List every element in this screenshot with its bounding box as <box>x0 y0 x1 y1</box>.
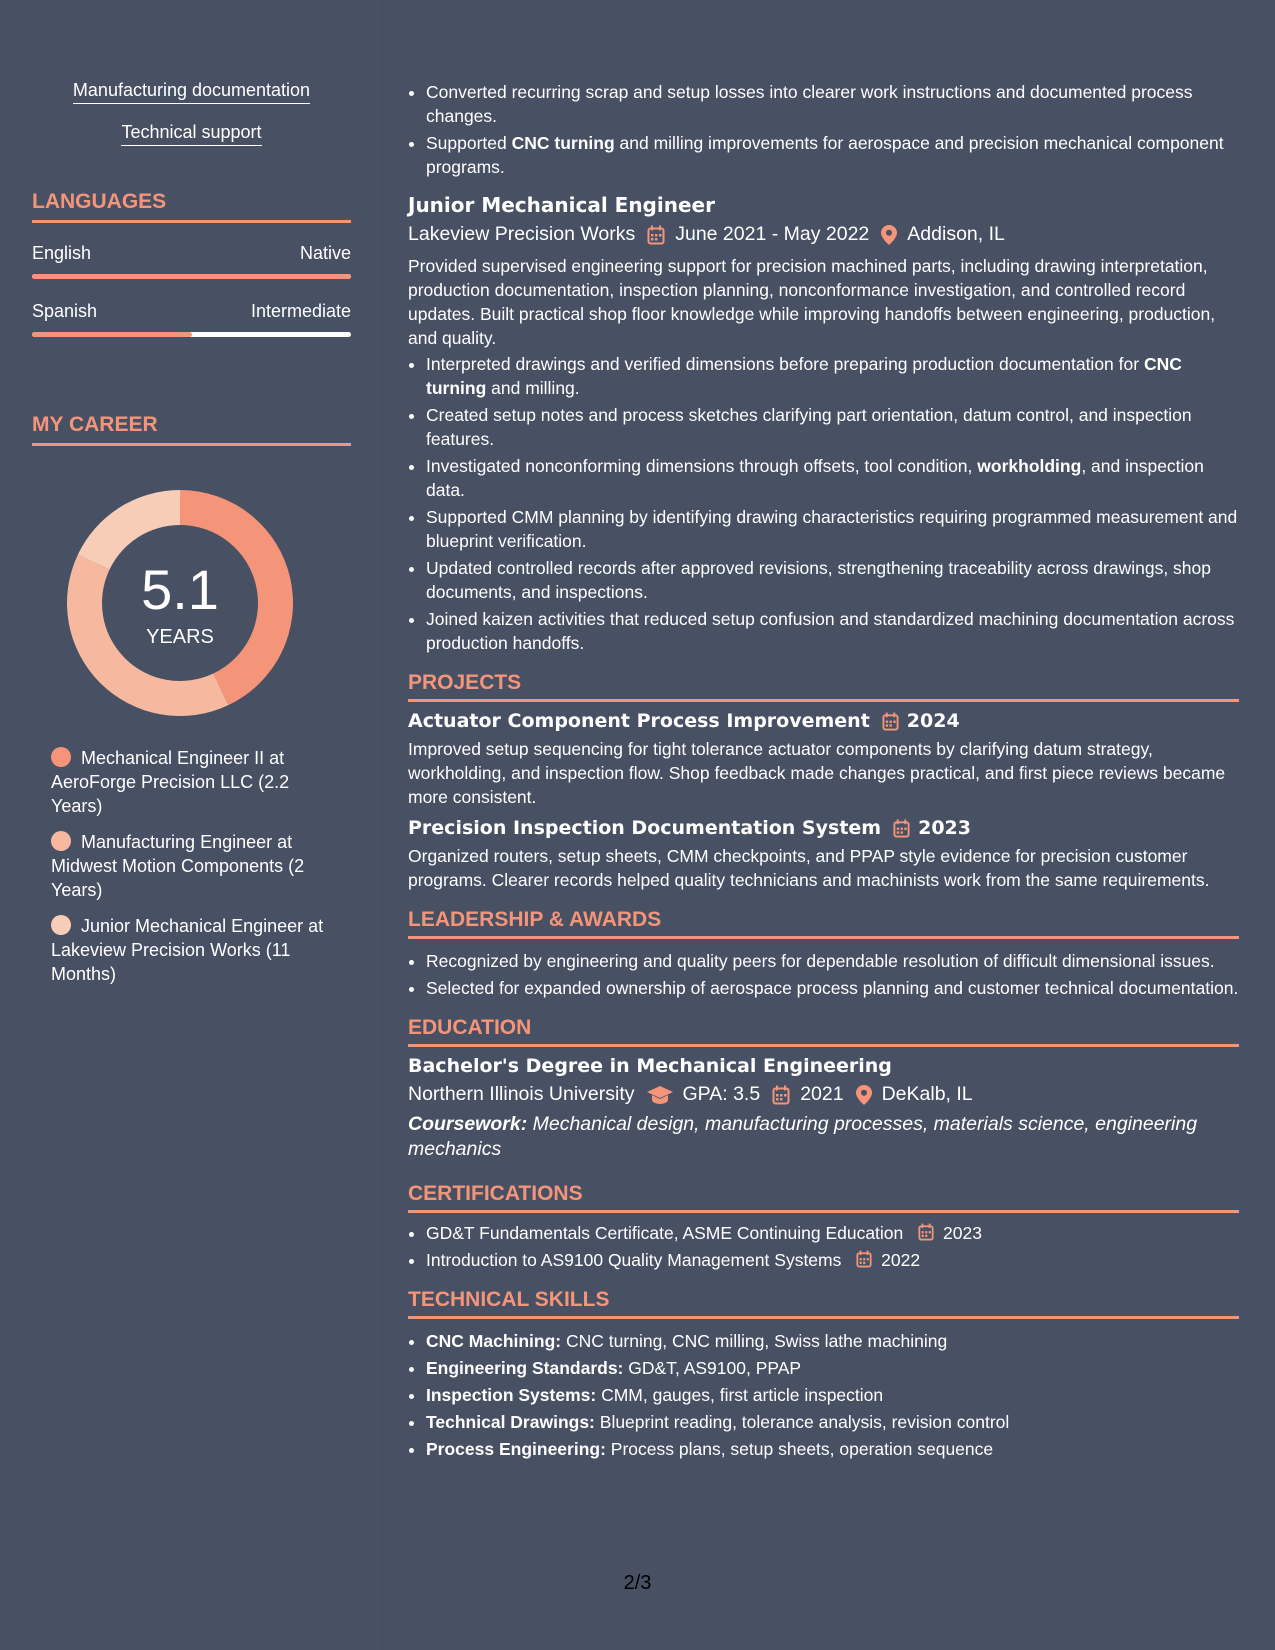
education-meta <box>408 1083 1239 1106</box>
certification-item <box>426 1248 1239 1272</box>
job-bullet: • Supported CMM planning by identifying drawing characteristics requiring programmed measurement and blueprint verification. <box>426 505 1239 553</box>
job-bullet: • Investigated nonconforming dimensions through offsets, tool condition, workholding, and inspection data. <box>426 454 1239 502</box>
job-dates: June 2021 - May 2022 <box>675 223 870 245</box>
certifications-heading: CERTIFICATIONS <box>408 1182 1239 1213</box>
languages-heading: LANGUAGES <box>32 190 351 223</box>
degree-title: Bachelor's Degree in Mechanical Engineering <box>408 1055 892 1077</box>
career-legend-label: Manufacturing Engineer at Midwest Motion Components (2 Years) <box>51 832 305 900</box>
job-company: Lakeview Precision Works <box>408 223 636 245</box>
sidebar <box>32 80 351 998</box>
calendar-icon <box>772 1085 790 1105</box>
language-level: Intermediate <box>250 301 351 321</box>
skill-value: GD&T, AS9100, PPAP <box>628 1358 802 1378</box>
certification-item <box>426 1221 1239 1245</box>
career-total-unit: YEARS <box>146 626 214 648</box>
coursework-label: Coursework: <box>408 1113 528 1135</box>
job-bullet: • Updated controlled records after approved revisions, strengthening traceability across drawings, shop documents, and inspections. <box>426 556 1239 604</box>
job-bullet: • Supported CNC turning and milling improvements for aerospace and precision mechanical component programs. <box>426 131 1239 179</box>
job-summary: Provided supervised engineering support for precision machined parts, including drawing interpretation, production documentation, inspection planning, nonconformance investigation, and controlled record updates. Built practical shop floor knowledge while improving handoffs between engineering, production, and quality. <box>408 256 1216 348</box>
graduation-year: 2021 <box>800 1083 844 1105</box>
project-description: Improved setup sequencing for tight tolerance actuator components by clarifying datum strategy, workholding, and inspection flow. Shop feedback made changes practical, and first piece reviews became more consistent. <box>408 739 1226 807</box>
skill-label: Engineering Standards: <box>426 1358 624 1378</box>
career-heading: MY CAREER <box>32 413 351 446</box>
job-meta <box>408 223 1239 246</box>
language-level-bar <box>32 274 351 279</box>
career-legend-item <box>51 746 341 818</box>
leadership-item: • Selected for expanded ownership of aerospace process planning and customer technical documentation. <box>426 976 1239 1000</box>
project-item <box>408 710 1239 809</box>
skill-item <box>426 1410 1239 1434</box>
column-divider <box>382 0 383 1650</box>
skill-value: Process plans, setup sheets, operation sequence <box>610 1439 994 1459</box>
calendar-icon <box>882 712 899 731</box>
language-item <box>32 301 351 337</box>
career-total-years: 5.1 <box>141 558 219 621</box>
career-legend-label: Mechanical Engineer II at AeroForge Precision LLC (2.2 Years) <box>51 748 290 816</box>
legend-dot <box>51 915 71 935</box>
skill-value: CNC turning, CNC milling, Swiss lathe machining <box>566 1331 948 1351</box>
coursework-text: Mechanical design, manufacturing processes, materials science, engineering mechanics <box>408 1113 1198 1160</box>
job-bullets <box>408 352 1239 655</box>
skill-item <box>426 1329 1239 1353</box>
career-legend-item <box>51 914 341 986</box>
certification-year: 2022 <box>881 1250 921 1270</box>
certification-name: Introduction to AS9100 Quality Management Systems <box>426 1250 842 1270</box>
language-name: Spanish <box>32 301 98 321</box>
location-pin-icon <box>881 225 897 245</box>
leadership-list <box>408 949 1239 1000</box>
project-year: 2024 <box>906 710 960 732</box>
certification-year: 2023 <box>943 1223 982 1243</box>
career-legend-item <box>51 830 341 902</box>
education-heading: EDUCATION <box>408 1016 1239 1047</box>
calendar-icon <box>893 819 910 838</box>
skill-item <box>426 1356 1239 1380</box>
school-location: DeKalb, IL <box>881 1083 973 1105</box>
language-name: English <box>32 243 92 263</box>
calendar-icon <box>856 1250 872 1268</box>
skill-value: Blueprint reading, tolerance analysis, revision control <box>599 1412 1010 1432</box>
legend-dot <box>51 831 71 851</box>
projects-heading: PROJECTS <box>408 671 1239 702</box>
language-level-bar <box>32 332 351 337</box>
location-pin-icon <box>856 1085 872 1105</box>
previous-job-bullets <box>408 80 1239 179</box>
gpa: GPA: 3.5 <box>682 1083 761 1105</box>
skill-label: CNC Machining: <box>426 1331 562 1351</box>
skill-item <box>426 1383 1239 1407</box>
graduation-cap-icon <box>647 1086 673 1104</box>
calendar-icon <box>647 225 665 245</box>
project-description: Organized routers, setup sheets, CMM checkpoints, and PPAP style evidence for precision customer programs. Clearer records helped quality technicians and machinists work from the same requirements. <box>408 846 1210 890</box>
language-list <box>32 243 351 337</box>
job-bullet: • Joined kaizen activities that reduced setup confusion and standardized machining documentation across production handoffs. <box>426 607 1239 655</box>
job-location: Addison, IL <box>907 223 1005 245</box>
link-technical-support[interactable]: Technical support <box>121 122 261 146</box>
job-title: Junior Mechanical Engineer <box>408 193 715 217</box>
job-bullet: • Converted recurring scrap and setup losses into clearer work instructions and documented process changes. <box>426 80 1239 128</box>
school-name: Northern Illinois University <box>408 1083 635 1105</box>
language-item <box>32 243 351 279</box>
language-level: Native <box>299 243 351 263</box>
link-manufacturing-documentation[interactable]: Manufacturing documentation <box>73 80 310 104</box>
project-year: 2023 <box>918 817 971 839</box>
career-donut-chart <box>65 488 295 718</box>
certification-name: GD&T Fundamentals Certificate, ASME Continuing Education <box>426 1223 904 1243</box>
project-item <box>408 817 1239 892</box>
leadership-item: • Recognized by engineering and quality peers for dependable resolution of difficult dimensional issues. <box>426 949 1239 973</box>
job-bullet: • Interpreted drawings and verified dimensions before preparing production documentation for CNC turning and milling. <box>426 352 1239 400</box>
skill-label: Technical Drawings: <box>426 1412 595 1432</box>
sidebar-links <box>32 80 351 164</box>
leadership-heading: LEADERSHIP & AWARDS <box>408 908 1239 939</box>
skill-label: Process Engineering: <box>426 1439 606 1459</box>
career-legend <box>51 746 341 986</box>
certifications-list <box>408 1221 1239 1272</box>
main-content <box>408 80 1239 1464</box>
skill-item <box>426 1437 1239 1461</box>
skill-value: CMM, gauges, first article inspection <box>601 1385 884 1405</box>
skill-label: Inspection Systems: <box>426 1385 597 1405</box>
legend-dot <box>51 747 71 767</box>
career-legend-label: Junior Mechanical Engineer at Lakeview Precision Works (11 Months) <box>51 916 324 984</box>
project-title: Precision Inspection Documentation System <box>408 817 882 839</box>
calendar-icon <box>918 1223 934 1241</box>
project-title: Actuator Component Process Improvement <box>408 710 870 732</box>
technical-skills-heading: TECHNICAL SKILLS <box>408 1288 1239 1319</box>
skills-list <box>408 1329 1239 1461</box>
job-bullet: • Created setup notes and process sketches clarifying part orientation, datum control, and inspection features. <box>426 403 1239 451</box>
page-number: 2/3 <box>623 1572 652 1594</box>
coursework <box>408 1112 1239 1162</box>
